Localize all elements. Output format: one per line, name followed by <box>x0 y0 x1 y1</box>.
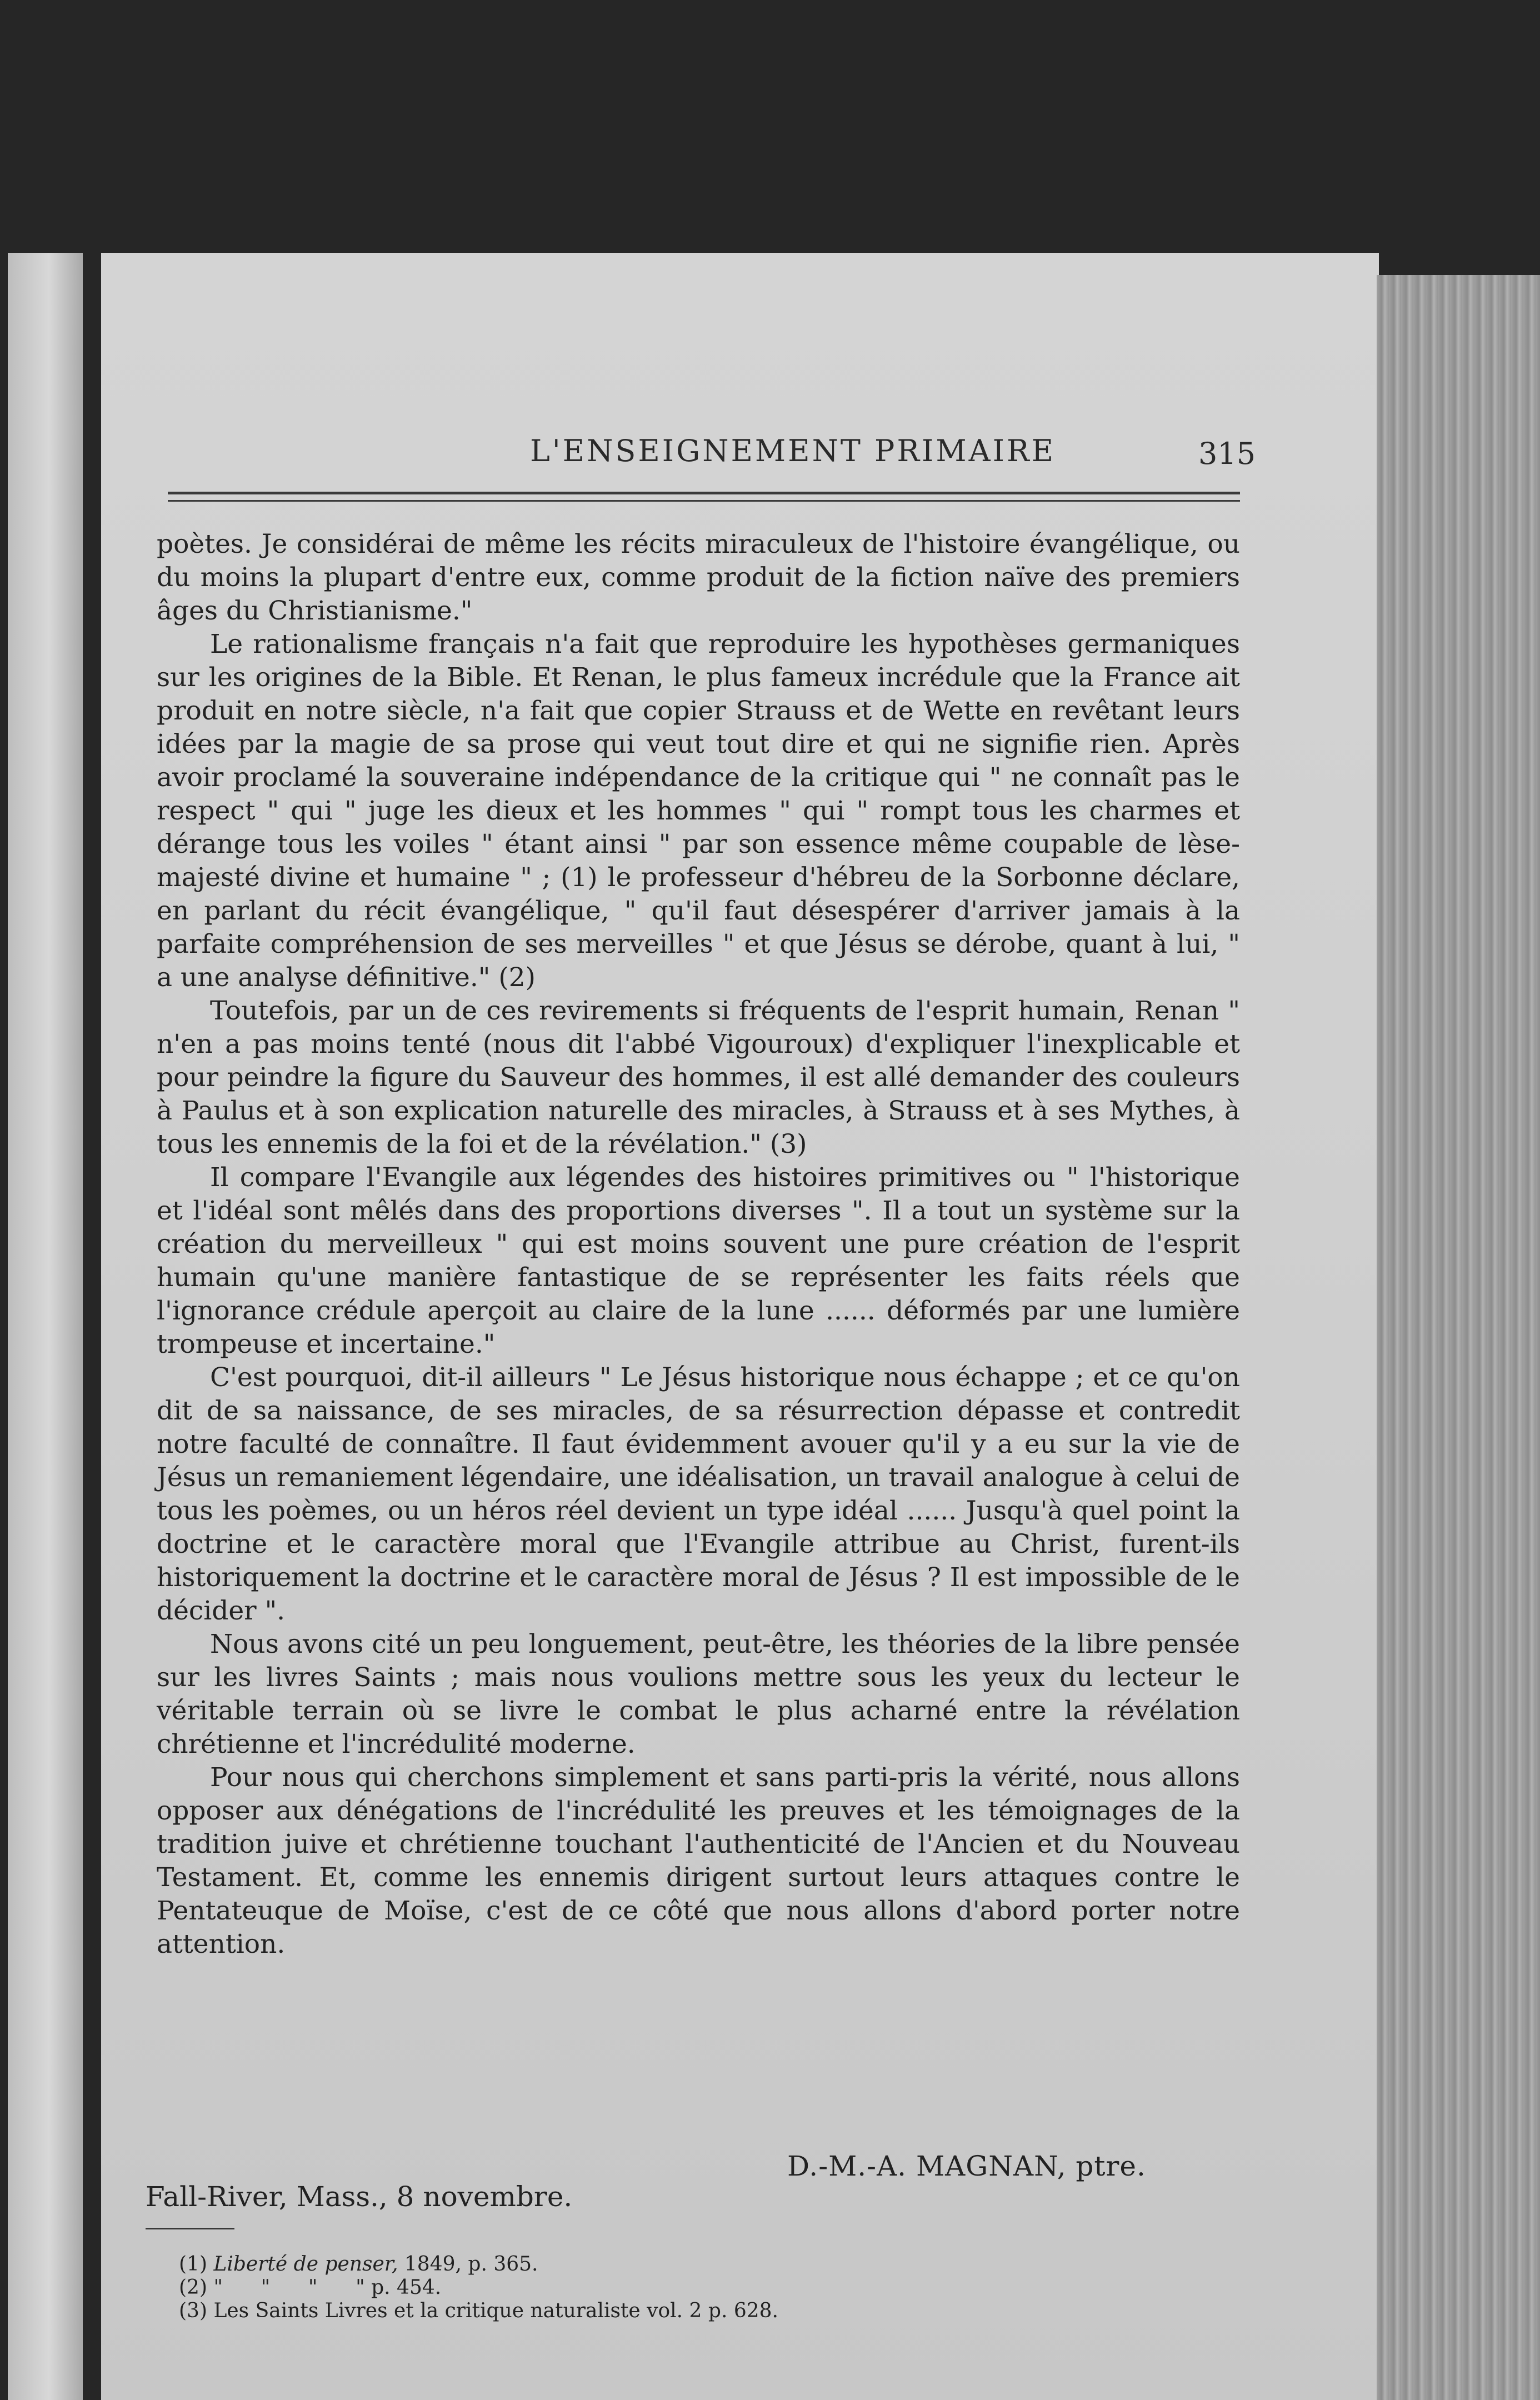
footnote-3 <box>179 2299 1179 2323</box>
footnote-2 <box>179 2276 1179 2299</box>
paragraph: Pour nous qui cherchons simplement et sans parti-pris la vérité, nous allons opposer aux dénégations de l'incrédulité les preuves et les témoignages de la tradition juive et chrétienne touchant l'authenticité de l'Ancien et du Nouveau Testament. Et, comme les ennemis dirigent surtout leurs attaques contre le Pentateuque de Moïse, c'est de ce côté que nous allons d'abord porter notre attention. <box>157 1762 1240 1959</box>
footnote-title: Liberté de penser, <box>213 2253 398 2276</box>
footnote-ditto: " " " " <box>213 2276 365 2299</box>
dateline: Fall-River, Mass., 8 novembre. <box>146 2181 573 2213</box>
footnote-text: Les Saints Livres et la critique naturaliste vol. 2 p. 628. <box>213 2299 778 2322</box>
footnote-text: 1849, p. 365. <box>398 2253 538 2276</box>
page-number: 315 <box>1198 436 1256 471</box>
footnote-number: (1) <box>179 2253 207 2276</box>
header-rule-thin <box>168 500 1240 502</box>
footnote-text: p. 454. <box>371 2276 442 2299</box>
paragraph: C'est pourquoi, dit-il ailleurs " Le Jésus historique nous échappe ; et ce qu'on dit de sa naissance, de ses miracles, de sa résurrection dépasse et contredit notre faculté de connaître. Il faut évidemment avouer qu'il y a eu sur la vie de Jésus un remaniement légendaire, une idéalisation, un travail analogue à celui de tous les poèmes, ou un héros réel devient un type idéal ...... Jusqu'à quel point la doctrine et le caractère moral que l'Evangile attribue au Christ, furent-ils historiquement la doctrine et le caractère moral de Jésus ? Il est impossible de le décider ". <box>157 1362 1240 1626</box>
body-text <box>157 528 1240 1961</box>
author-signature: D.-M.-A. MAGNAN, ptre. <box>787 2150 1146 2182</box>
footnotes <box>179 2253 1179 2323</box>
book-page-edges <box>1377 275 1540 2400</box>
header-rule <box>168 492 1240 494</box>
footnote-number: (3) <box>179 2299 207 2322</box>
footnote-number: (2) <box>179 2276 207 2299</box>
paragraph: poètes. Je considérai de même les récits miraculeux de l'histoire évangélique, ou du moins la plupart d'entre eux, comme produit de la fiction naïve des premiers âges du Christianisme." <box>157 529 1240 626</box>
running-head: L'ENSEIGNEMENT PRIMAIRE <box>529 433 1056 468</box>
paragraph: Le rationalisme français n'a fait que reproduire les hypothèses germaniques sur les origines de la Bible. Et Renan, le plus fameux incrédule que la France ait produit en notre siècle, n'a fait que copier Strauss et de Wette en revêtant leurs idées par la magie de sa prose qui veut tout dire et qui ne signifie rien. Après avoir proclamé la souveraine indépendance de la critique qui " ne connaît pas le respect " qui " juge les dieux et les hommes " qui " rompt tous les charmes et dérange tous les voiles " étant ainsi " par son essence même coupable de lèse-majesté divine et humaine " ; (1) le professeur d'hébreu de la Sorbonne déclare, en parlant du récit évangélique, " qu'il faut désespérer d'arriver jamais à la parfaite compréhension de ses merveilles " et que Jésus se dérobe, quant à lui, " a une analyse définitive." (2) <box>157 629 1240 993</box>
paragraph: Nous avons cité un peu longuement, peut-être, les théories de la libre pensée sur les livres Saints ; mais nous voulions mettre sous les yeux du lecteur le véritable terrain où se livre le combat le plus acharné entre la révélation chrétienne et l'incrédulité moderne. <box>157 1629 1240 1759</box>
footnote-1 <box>179 2253 1179 2276</box>
footnote-rule <box>146 2228 234 2229</box>
paragraph: Toutefois, par un de ces revirements si fréquents de l'esprit humain, Renan " n'en a pas moins tenté (nous dit l'abbé Vigouroux) d'expliquer l'inexplicable et pour peindre la figure du Sauveur des hommes, il est allé demander des couleurs à Paulus et à son explication naturelle des miracles, à Strauss et à ses Mythes, à tous les ennemis de la foi et de la révélation." (3) <box>157 996 1240 1159</box>
book-page <box>101 253 1379 2400</box>
facing-page-edge <box>8 253 83 2400</box>
paragraph: Il compare l'Evangile aux légendes des histoires primitives ou " l'historique et l'idéal sont mêlés dans des proportions diverses ". Il a tout un système sur la création du merveilleux " qui est moins souvent une pure création de l'esprit humain qu'une manière fantastique de se représenter les faits réels que l'ignorance crédule aperçoit au claire de la lune ...... déformés par une lumière trompeuse et incertaine." <box>157 1162 1240 1359</box>
